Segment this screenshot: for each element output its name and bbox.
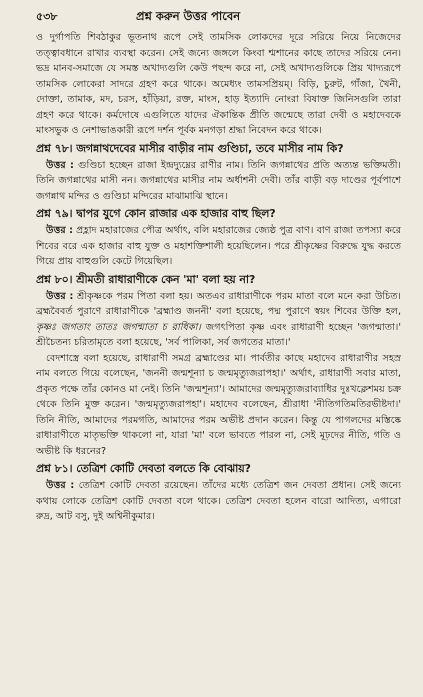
answer-text: শ্রীকৃষ্ণকে পরম পিতা বলা হয়। অতএব রাধারাণীকে পরম মাতা বলে মনে করা উচিত। ব্রহ্মবৈবর্ত পুরাণে রাধারাণীকে 'ব্রহ্মাণ্ড জননী' বলা হয়েছে, পদ্ম পুরাণে স্বয়ং শিবের উক্তি হল,	[36, 290, 401, 317]
answer-text: প্রহ্লাদ মহারাজের পৌত্র অর্থাৎ, বলি মহারাজের জ্যেষ্ঠ পুত্র বাণ। বাণ রাজা তপস্যা করে শিবের বরে এক হাজার বাহু যুক্ত ও মহাশক্তিশালী হয়েছিলেন। পরে শ্রীকৃষ্ণের বিরুদ্ধে যুদ্ধ করতে গিয়ে প্রায় বাহুগুলি কেটে গিয়েছিল।	[36, 225, 402, 267]
answer-label: উত্তর :	[46, 480, 75, 491]
page-header	[36, 8, 401, 30]
running-title: প্রশ্ন করুন উত্তর পাবেন	[136, 9, 241, 23]
question-heading: প্রশ্ন ৮১। তেত্রিশ কোটি দেবতা বলতে কি বোঝায়?	[36, 462, 251, 475]
answer-paragraph	[36, 223, 401, 270]
page-body	[36, 30, 401, 525]
answer-text: তেত্রিশ কোটি দেবতা রয়েছেন। তাঁদের মধ্যে তেত্রিশ জন দেবতা প্রধান। সেই জন্যে কথায় লোকে তেত্রিশ কোটি দেবতা বলে থাকে। তেত্রিশ দেবতা হলেন বারো আদিত্য, এগারো রুদ্র, আট বসু, দুই অশ্বিনীকুমার।	[36, 480, 401, 522]
paragraph: বেদশাস্ত্রে বলা হয়েছে, রাধারাণী সমগ্র ব্রহ্মাণ্ডের মা। পার্বতীর কাছে মহাদেব রাধারাণীর সহস্র নাম বলতে গিয়ে বলেছেন, 'জননী জন্মশূন্যা চ জন্মমৃত্যুজরাপহা।' অর্থাৎ, রাধারাণী সবার মাতা, প্রকৃত পক্ষে তাঁর কোনও মা নেই। তিনি 'জন্মশূন্যা'। আমাদের জন্মমৃত্যুজরাব্যাধির দুঃখক্লেশময় চক্র থেকে তিনি মুক্ত করেন। 'জন্মমৃত্যুজরাপহা'। মহাদেব বলেছেন, শ্রীরাধা 'নীতিগতিমতিরভীষ্টদা।' তিনি নীতি, আমাদের পরমগতি, আমাদের পরম অভীষ্ট প্রদান করেন। কিন্তু যে পাগলদের মস্তিষ্কে রাধারাণীতে মাতৃভক্তি থাকলো না, যারা 'মা' বলে ভাবতে পারল না, সেই মূঢ়দের নীতি, গতি ও অভীষ্ট কি ধরনের?	[36, 352, 401, 457]
question-heading: প্রশ্ন ৭৮। জগন্নাথদেবের মাসীর বাড়ীর নাম গুণ্ডিচা, তবে মাসীর নাম কি?	[36, 141, 344, 155]
answer-text: গুণ্ডিচা হচ্ছেন রাজা ইন্দ্রদ্যুম্নের রাণীর নাম। তিনি জগন্নাথের প্রতি অত্যন্ত ভক্তিমতী। তিনি জগন্নাথের মাসী নন। জগন্নাথের মাসীর নাম অর্ধাশনী দেবী। তাঁর বাড়ী বড় দাণ্ডের পূর্বপাশে জগন্নাথ মন্দির ও গুণ্ডিচা মন্দিরের মাঝামাঝি স্থানে।	[36, 159, 401, 202]
question-heading: প্রশ্ন ৮০। শ্রীমতী রাধারাণীকে কেন 'মা' বলা হয় না?	[36, 272, 256, 286]
answer-paragraph	[36, 478, 401, 525]
answer-label: উত্তর :	[46, 225, 73, 236]
answer-paragraph	[36, 289, 401, 351]
paragraph: ও দুর্গাপতি শিবঠাকুর ভূতনাথ রূপে সেই তামসিক লোকদের দূরে সরিয়ে নিয়ে নিজেদের তত্ত্বাবধানে রাখার ব্যবস্থা করেন। সেই জন্যে জঙ্গলে কিংবা শ্মশানের কাছে তাদের সরিয়ে নেন। ভদ্র মানব-সমাজে যে সমস্ত অখাদ্যগুলি কেউ পছন্দ করে না, সেই অখাদ্যগুলিকে প্রিয় খাদ্যরূপে তামসিক লোকেরা সাদরে গ্রহণ করে থাকে। অমেধ্যং তামসপ্রিয়ম্। বিড়ি, চুরুট, গাঁজা, খৈনী, দোক্তা, তামাক, মদ, চরস, হাঁড়িয়া, রক্ত, মাংস, হাড় ইত্যাদি নোংরা বিষাক্ত জিনিসগুলি তারা গ্রহণ করে থাকে। কর্মদোষে এগুলিতে যাদের ঐকান্তিক প্রীতি জন্মেছে তারা দেবী ও মহাদেবকে মাংসভুক ও নেশাভাঙকারী রূপে দর্শন পূর্বক মনগড়া শ্রদ্ধা নিবেদন করে থাকে।	[36, 32, 401, 136]
answer-text-continued: জগৎপিতা কৃষ্ণ এবং রাধারাণী হচ্ছেন 'জগন্মাতা।' শ্রীচৈতন্য চরিতামৃতে বলা হয়েছে, 'সর্ব পালিকা, সর্ব জগতের মাতা।'	[36, 321, 401, 348]
page-number: ৫৩৮	[36, 10, 58, 23]
sanskrit-quote: কৃষ্ণঃ জগতাং তাতঃ জগন্মাতা চ রাধিকা।	[36, 321, 201, 333]
question-heading: প্রশ্ন ৭৯। দ্বাপর যুগে কোন রাজার এক হাজার বাহু ছিল?	[36, 207, 276, 220]
answer-paragraph	[36, 158, 401, 205]
answer-label: উত্তর :	[46, 290, 74, 302]
answer-label: উত্তর :	[46, 159, 74, 171]
